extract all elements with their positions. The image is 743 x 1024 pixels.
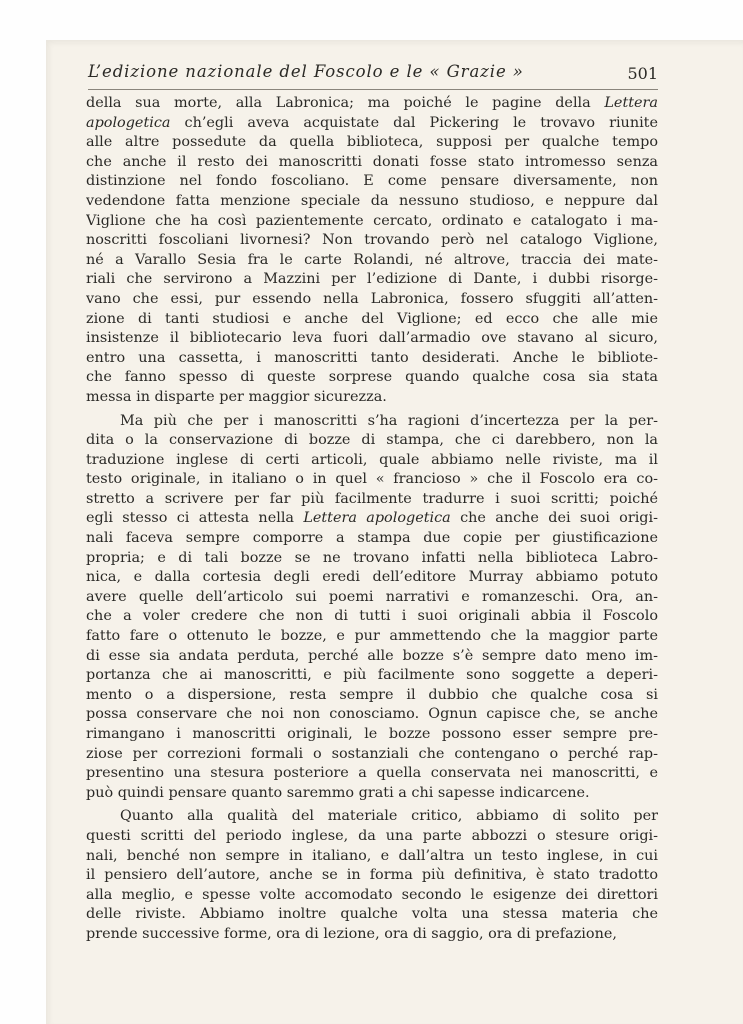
text-line — [86, 705, 658, 725]
text-run: propria; e di tali bozze se ne trovano infatti nella biblioteca Labro- — [86, 549, 658, 566]
text-line — [86, 94, 658, 114]
text-run: delle riviste. Abbiamo inoltre qualche volta una stessa materia che — [86, 906, 658, 923]
text-line — [86, 490, 658, 510]
text-line — [86, 310, 658, 330]
text-line — [86, 270, 658, 290]
text-line — [86, 725, 658, 745]
text-line — [86, 231, 658, 251]
text-line — [86, 368, 658, 388]
paragraph — [86, 412, 658, 804]
page-number: 501 — [627, 64, 658, 83]
text-run: Ma più che per i manoscritti s’ha ragioni d’incertezza per la per- — [120, 412, 658, 429]
text-line — [86, 647, 658, 667]
text-run: possa conservare che noi non conosciamo. Ognun capisce che, se anche — [86, 706, 658, 723]
text-run: avere quelle dell’articolo sui poemi narrativi e romanzeschi. Ora, an- — [86, 588, 658, 605]
text-run: distinzione nel fondo foscoliano. E come pensare diversamente, non — [86, 173, 658, 190]
paragraph — [86, 807, 658, 944]
text-line — [86, 827, 658, 847]
text-line — [86, 290, 658, 310]
running-title: L’edizione nazionale del Foscolo e le « Grazie » — [88, 62, 524, 81]
text-run: nali, benché non sempre in italiano, e dall’altra un testo inglese, in cui — [86, 847, 658, 864]
text-line — [86, 588, 658, 608]
text-run: riali che servirono a Mazzini per l’edizione di Dante, i dubbi risorge- — [86, 271, 658, 288]
text-run: noscritti foscoliani livornesi? Non trovando però nel catalogo Viglione, — [86, 232, 658, 249]
text-line — [86, 251, 658, 271]
text-line — [86, 529, 658, 549]
text-line — [86, 212, 658, 232]
text-line — [86, 114, 658, 134]
text-line — [86, 431, 658, 451]
text-line — [86, 509, 658, 529]
text-run: alle altre possedute da quella biblioteca, supposi per qualche tempo — [86, 134, 658, 151]
text-line — [86, 784, 658, 804]
text-line — [86, 847, 658, 867]
text-run: presentino una stesura posteriore a quella conservata nei manoscritti, e — [86, 765, 658, 782]
header-rule — [88, 89, 658, 90]
body-text — [86, 94, 658, 945]
text-line — [86, 133, 658, 153]
text-run: alla meglio, e spesse volte accomodato secondo le esigenze dei direttori — [86, 886, 658, 903]
text-line — [86, 745, 658, 765]
text-run: di esse sia andata perduta, perché alle bozze s’è sempre dato meno im- — [86, 647, 658, 664]
text-run: né a Varallo Sesia fra le carte Rolandi, né altrove, traccia dei mate- — [86, 251, 658, 268]
text-run: dita o la conservazione di bozze di stampa, che ci darebbero, non la — [86, 432, 658, 449]
text-run: il pensiero dell’autore, anche se in forma più definitiva, è stato tradotto — [86, 867, 658, 884]
text-line — [86, 925, 658, 945]
text-line — [86, 607, 658, 627]
text-line — [86, 807, 658, 827]
text-run: zione di tanti studiosi e anche del Viglione; ed ecco che alle mie — [86, 310, 658, 327]
text-line — [86, 666, 658, 686]
text-run: che fanno spesso di queste sorprese quando qualche cosa sia stata — [86, 369, 658, 386]
text-run: che anche dei suoi origi- — [450, 510, 658, 527]
text-line — [86, 329, 658, 349]
text-run: Viglione che ha così pazientemente cercato, ordinato e catalogato i ma- — [86, 212, 658, 229]
text-line — [86, 470, 658, 490]
text-run: messa in disparte per maggior sicurezza. — [86, 388, 387, 405]
italic-title: Lettera — [604, 95, 658, 111]
text-run: insistenze il bibliotecario leva fuori dall’armadio ove stavano al sicuro, — [86, 330, 658, 347]
paragraph — [86, 94, 658, 408]
text-run: vedendone fatta menzione speciale da nessuno studioso, e neppure dal — [86, 192, 658, 209]
text-run: portanza che ai manoscritti, e più facilmente sono soggette a deperi- — [86, 667, 658, 684]
text-run: può quindi pensare quanto saremmo grati a chi sapesse indicarcene. — [86, 784, 590, 801]
text-run: rimangano i manoscritti originali, le bozze possono esser sempre pre- — [86, 726, 658, 742]
text-run: prende successive forme, ora di lezione, ora di saggio, ora di prefazione, — [86, 925, 617, 942]
text-line — [86, 627, 658, 647]
text-line — [86, 764, 658, 784]
text-run: vano che essi, pur essendo nella Labronica, fossero sfuggiti all’atten- — [86, 290, 658, 307]
text-run: fatto fare o ottenuto le bozze, e pur ammettendo che la maggior parte — [86, 628, 658, 645]
text-line — [86, 686, 658, 706]
text-run: mento o a dispersione, resta sempre il dubbio che qualche cosa si — [86, 686, 658, 703]
text-run: egli stesso ci attesta nella — [86, 510, 304, 527]
text-run: che anche il resto dei manoscritti donati fosse stato intromesso senza — [86, 153, 658, 170]
text-line — [86, 866, 658, 886]
text-run: Quanto alla qualità del materiale critico, abbiamo di solito per — [120, 808, 658, 825]
text-line — [86, 349, 658, 369]
text-line — [86, 153, 658, 173]
text-run: entro una cassetta, i manoscritti tanto desiderati. Anche le bibliote- — [86, 349, 658, 366]
text-line — [86, 388, 658, 408]
text-run: stretto a scrivere per far più facilmente tradurre i suoi scritti; poiché — [86, 490, 658, 507]
text-run: testo originale, in italiano o in quel « francioso » che il Foscolo era co- — [86, 471, 658, 488]
text-run: nali faceva sempre comporre a stampa due copie per giustificazione — [86, 530, 658, 547]
text-run: che a voler credere che non di tutti i suoi originali abbia il Foscolo — [86, 608, 658, 625]
text-run: traduzione inglese di certi articoli, quale abbiamo nelle riviste, ma il — [86, 451, 658, 468]
text-run: ch’egli aveva acquistate dal Pickering le trovavo riunite — [170, 114, 658, 131]
page-header — [88, 62, 658, 88]
text-line — [86, 172, 658, 192]
text-line — [86, 451, 658, 471]
italic-title: Lettera apologetica — [303, 510, 451, 527]
italic-title: apologetica — [86, 114, 171, 131]
text-run: ziose per correzioni formali o sostanziali che contengano o perché rap- — [86, 745, 658, 762]
text-line — [86, 886, 658, 906]
text-line — [86, 568, 658, 588]
text-line — [86, 549, 658, 569]
text-run: della sua morte, alla Labronica; ma poiché le pagine della — [86, 95, 605, 111]
text-line — [86, 192, 658, 212]
text-line — [86, 905, 658, 925]
text-line — [86, 412, 658, 432]
text-run: questi scritti del periodo inglese, da una parte abbozzi o stesure origi- — [86, 827, 658, 844]
text-run: nica, e dalla cortesia degli eredi dell’editore Murray abbiamo potuto — [86, 569, 658, 586]
